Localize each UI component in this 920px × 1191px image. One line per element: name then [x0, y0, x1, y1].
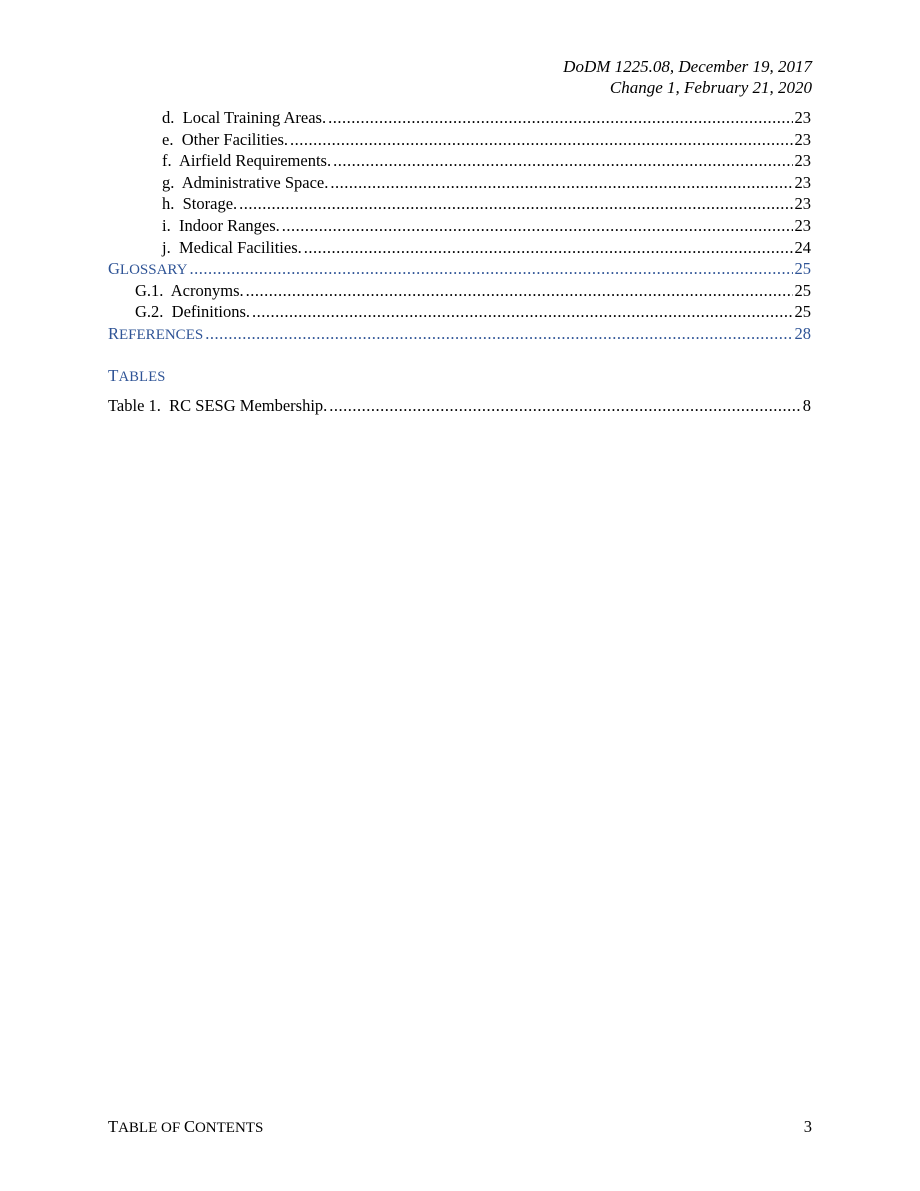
dot-leader: [205, 324, 792, 344]
toc-entry[interactable]: g. Administrative Space. ..... 23: [108, 173, 811, 195]
toc-page-number: 23: [794, 151, 811, 171]
toc-section-label: REFERENCES: [108, 323, 204, 343]
dot-leader: [189, 259, 792, 279]
toc-page-number: 25: [794, 302, 811, 322]
dot-leader: [282, 216, 793, 236]
toc-page-number: 28: [794, 323, 811, 343]
toc-entry[interactable]: G.1. Acronyms. ..... 25: [108, 281, 811, 303]
toc-entry[interactable]: f. Airfield Requirements. ..... 23: [108, 151, 811, 173]
page-header: [563, 56, 812, 98]
footer-page-number: 3: [803, 1117, 812, 1136]
dot-leader: [252, 302, 792, 322]
toc-entry[interactable]: G.2. Definitions. ..... 25: [108, 302, 811, 324]
toc-page-number: 8: [802, 396, 811, 415]
dot-leader: [328, 108, 792, 128]
toc-page-number: 25: [794, 280, 811, 300]
toc-page-number: 23: [794, 215, 811, 235]
footer-section-title: TABLE OF CONTENTS: [108, 1117, 264, 1136]
toc-entry[interactable]: h. Storage. ..... 23: [108, 194, 811, 216]
tables-heading: TABLES: [108, 366, 166, 385]
dot-leader: [330, 173, 792, 193]
header-change-date: Change 1, February 21, 2020: [609, 78, 812, 97]
toc-section-label: GLOSSARY: [108, 259, 188, 279]
header-document-id: DoDM 1225.08, December 19, 2017: [563, 57, 812, 76]
dot-leader: [329, 396, 800, 416]
toc-page-number: 23: [794, 194, 811, 214]
toc-page-number: 25: [794, 259, 811, 279]
dot-leader: [333, 151, 792, 171]
list-of-tables: [108, 396, 811, 418]
toc-entry[interactable]: e. Other Facilities. ..... 23: [108, 130, 811, 152]
dot-leader: [239, 194, 792, 214]
dot-leader: [290, 130, 792, 150]
toc-entry[interactable]: i. Indoor Ranges. ..... 23: [108, 216, 811, 238]
page-footer: [108, 1117, 812, 1137]
toc-entry[interactable]: j. Medical Facilities. ..... 24: [108, 238, 811, 260]
toc-page-number: 23: [794, 108, 811, 127]
toc-entry-references[interactable]: [108, 324, 811, 346]
toc-entry-glossary[interactable]: [108, 259, 811, 281]
toc-page-number: 23: [794, 172, 811, 192]
dot-leader: [304, 238, 793, 258]
toc-page-number: 24: [794, 237, 811, 257]
dot-leader: [246, 281, 793, 301]
table-list-entry[interactable]: Table 1. RC SESG Membership. ..... 8: [108, 396, 811, 418]
toc-entry[interactable]: d. Local Training Areas. ..... 23: [108, 108, 811, 130]
toc-page-number: 23: [794, 129, 811, 149]
table-of-contents: [108, 108, 811, 346]
